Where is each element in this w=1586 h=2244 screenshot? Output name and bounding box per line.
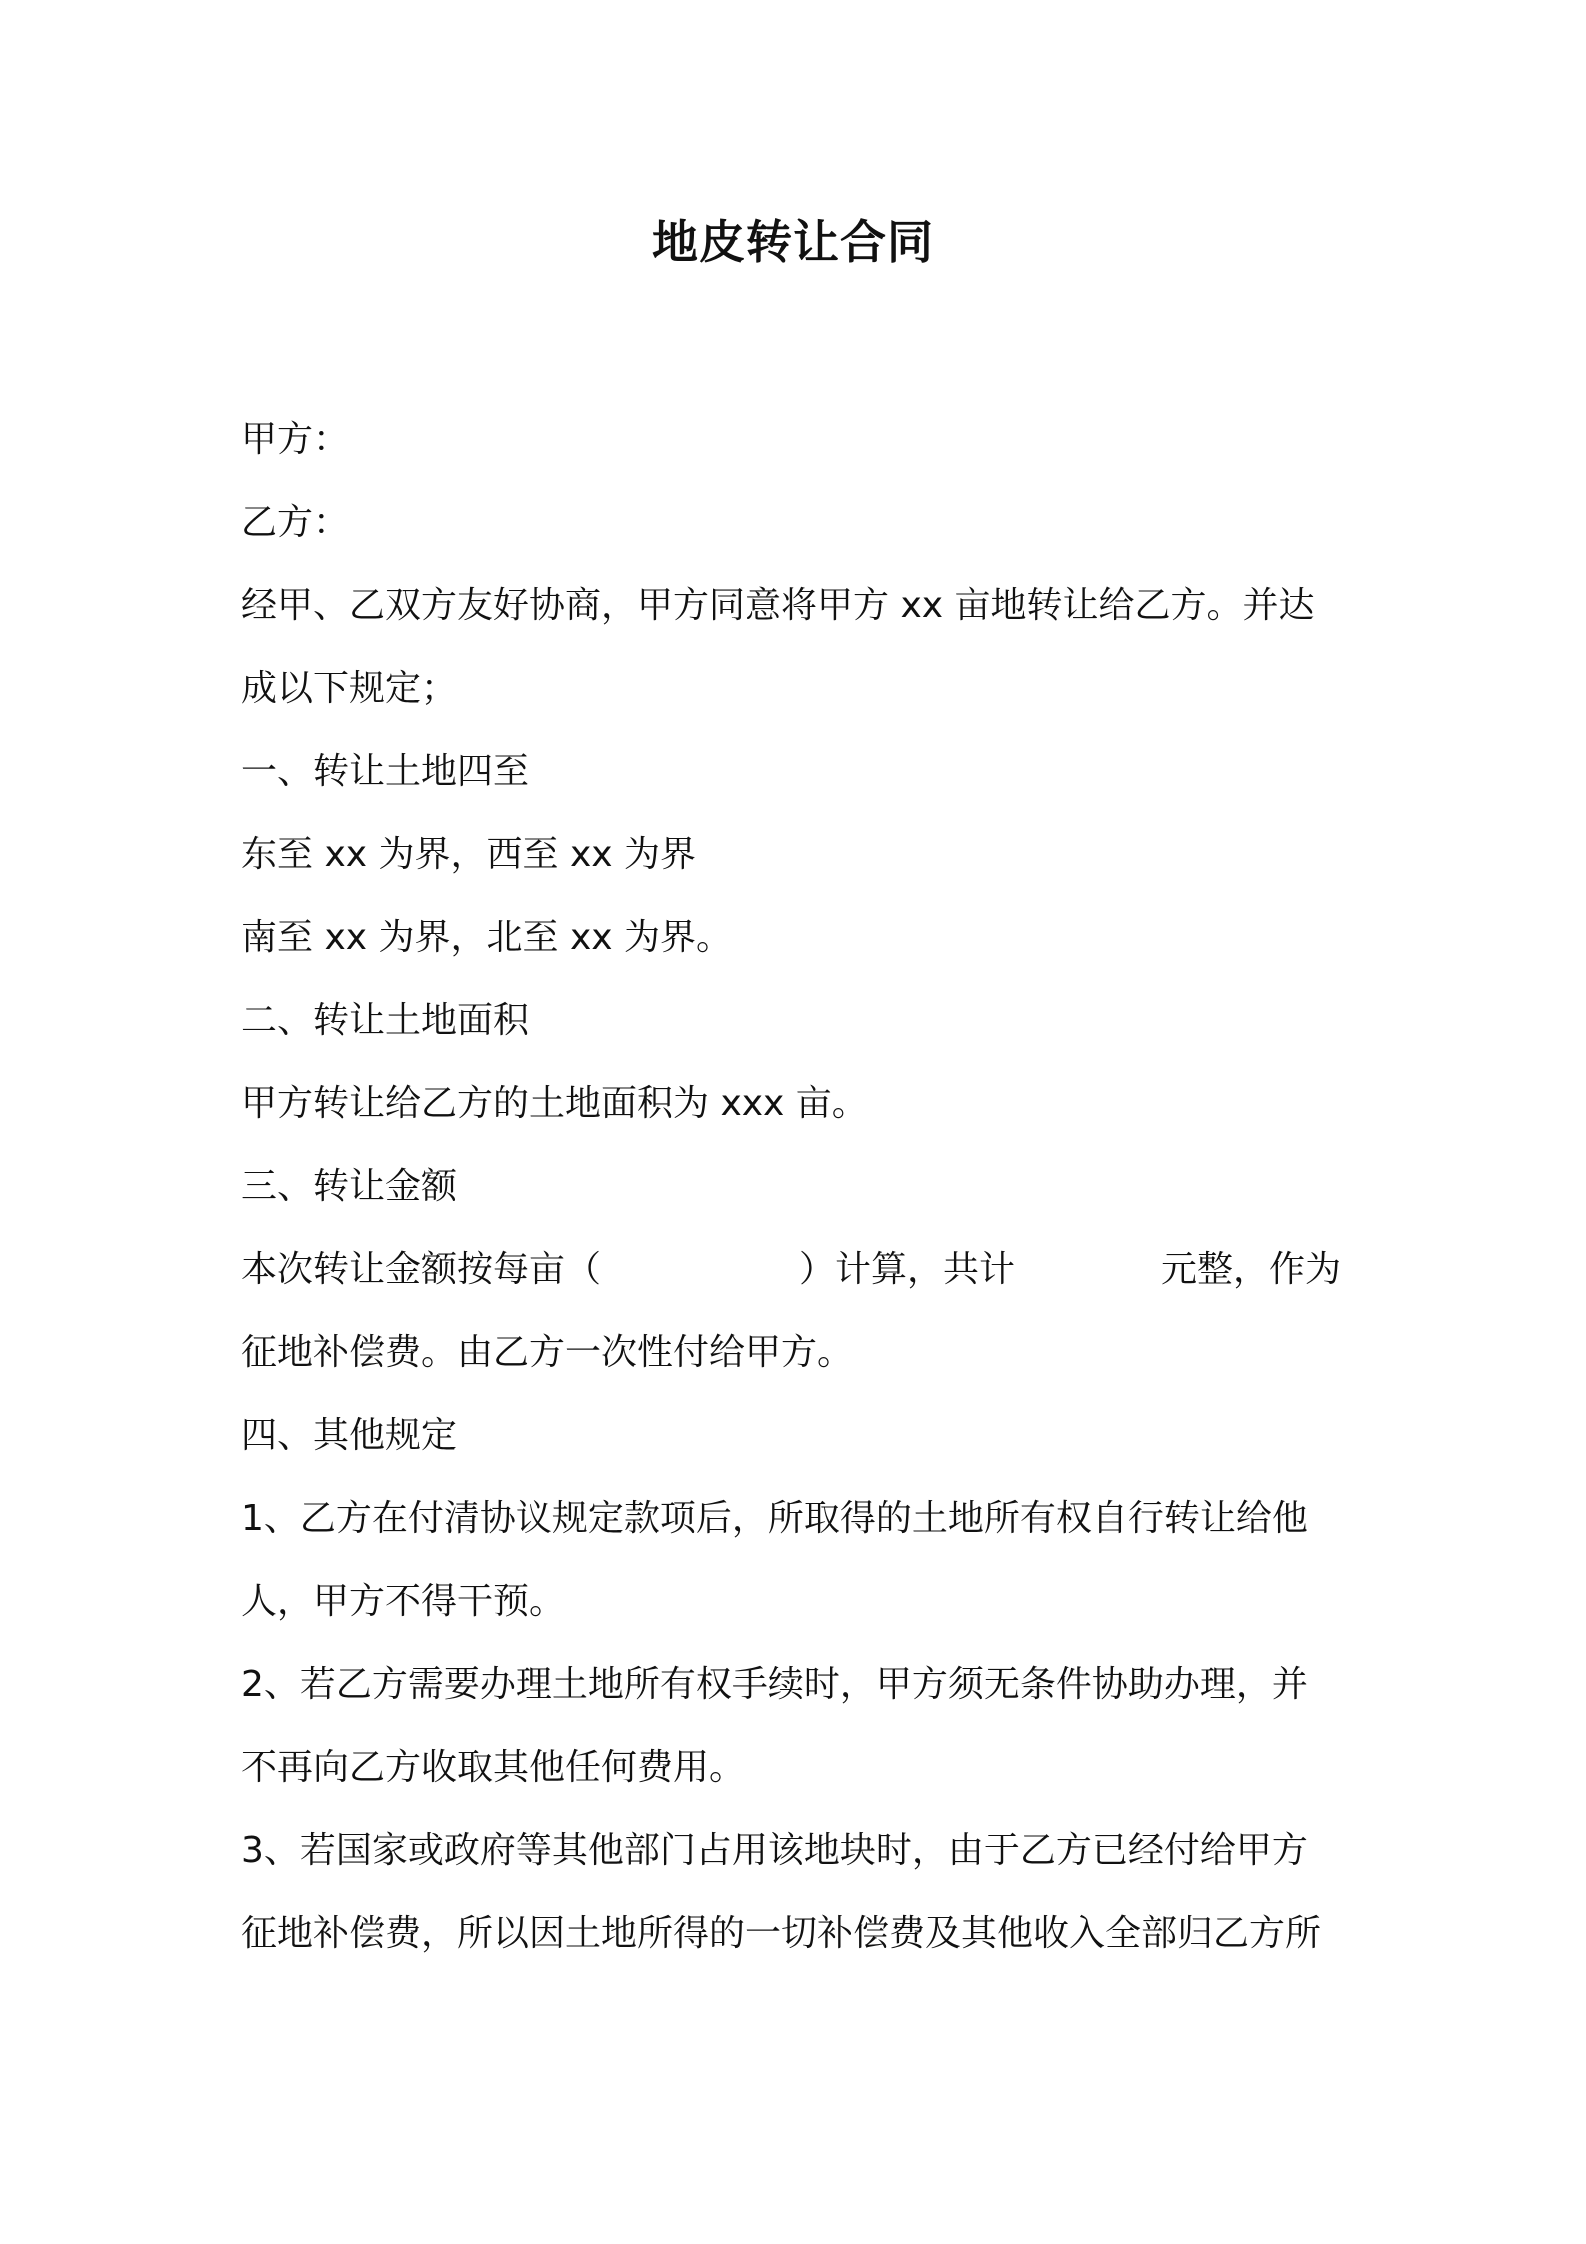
item3-line-2: 征地补偿费，所以因土地所得的一切补偿费及其他收入全部归乙方所	[241, 1913, 1322, 1954]
section3-heading: 三、转让金额	[241, 1166, 458, 1207]
intro-line-1: 经甲、乙双方友好协商，甲方同意将甲方 xx 亩地转让给乙方。并达	[241, 585, 1315, 626]
section3-total-label: ）计算，共计	[799, 1249, 1016, 1290]
party-a-line: 甲方：	[241, 419, 350, 460]
section3-amount-suffix: 元整，作为	[1161, 1249, 1342, 1290]
section3-line-2: 征地补偿费。由乙方一次性付给甲方。	[241, 1332, 854, 1373]
section3-price-per-mu-label: 本次转让金额按每亩（	[241, 1249, 602, 1290]
section1-line-2: 南至 xx 为界，北至 xx 为界。	[241, 917, 732, 958]
item1-line-1: 1、乙方在付清协议规定款项后，所取得的土地所有权自行转让给他	[241, 1498, 1308, 1539]
intro-line-2: 成以下规定；	[241, 668, 458, 709]
item1-line-2: 人，甲方不得干预。	[241, 1581, 566, 1622]
section2-line-1: 甲方转让给乙方的土地面积为 xxx 亩。	[241, 1083, 868, 1124]
section3-line-1	[241, 1245, 1361, 1295]
section4-heading: 四、其他规定	[241, 1415, 458, 1456]
section1-line-1: 东至 xx 为界，西至 xx 为界	[241, 834, 696, 875]
document-title: 地皮转让合同	[652, 215, 934, 269]
section1-heading: 一、转让土地四至	[241, 751, 530, 792]
item2-line-1: 2、若乙方需要办理土地所有权手续时，甲方须无条件协助办理，并	[241, 1664, 1308, 1705]
party-b-line: 乙方：	[241, 502, 350, 543]
item3-line-1: 3、若国家或政府等其他部门占用该地块时，由于乙方已经付给甲方	[241, 1830, 1308, 1871]
section2-heading: 二、转让土地面积	[241, 1000, 530, 1041]
item2-line-2: 不再向乙方收取其他任何费用。	[241, 1747, 746, 1788]
